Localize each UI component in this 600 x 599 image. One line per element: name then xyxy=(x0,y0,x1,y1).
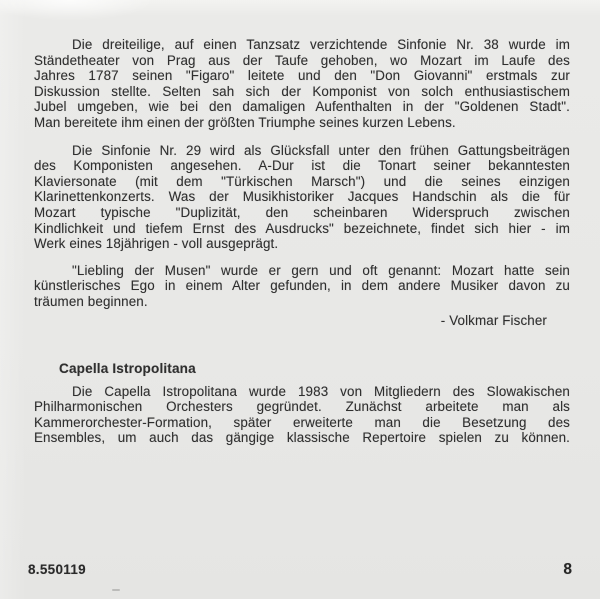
page-footer xyxy=(28,561,572,579)
page-number: 8 xyxy=(563,561,572,578)
liner-notes xyxy=(34,37,570,446)
text-line: Die Capella Istropolitana wurde 1983 von Mitgliedern des Slowakischen xyxy=(72,383,570,399)
text-line: Die Sinfonie Nr. 29 wird als Glücksfall unter den frühen Gattungsbeiträgen xyxy=(72,142,570,158)
text-line: Kindlichkeit und tiefem Ernst des Ausdrucks" bezeichnete, findet sich hier - im xyxy=(34,220,570,236)
author-attribution: - Volkmar Fischer xyxy=(440,312,547,328)
paragraph-liebling-der-musen xyxy=(34,263,570,310)
catalog-number: 8.550119 xyxy=(28,562,86,577)
text-line: Man bereitete ihm einen der größten Triumphe seines kurzen Lebens. xyxy=(34,114,456,130)
text-line: künstlerisches Ego in einem Alter gefunden, in dem andere Musiker davon zu xyxy=(34,278,570,294)
scan-speck-artifact xyxy=(112,589,120,591)
text-line: Diskussion stellte. Selten sah sich der Komponist von solch enthusiastischem xyxy=(34,83,570,99)
text-line: Ensembles, um auch das gängige klassische Repertoire spielen zu können. xyxy=(34,430,570,446)
paragraph-symphony-38 xyxy=(34,37,570,131)
text-line: Kammerorchester-Formation, später erweiterte man die Besetzung des xyxy=(34,414,570,430)
text-line: "Liebling der Musen" wurde er gern und oft genannt: Mozart hatte sein xyxy=(72,262,570,278)
text-line: Mozart typische "Duplizität, den scheinbaren Widerspruch zwischen xyxy=(34,204,570,220)
text-line: Werk eines 18jährigen - voll ausgeprägt. xyxy=(34,236,279,252)
text-line: Klarinettenkonzerts. Was der Musikhistoriker Jacques Handschin als die für xyxy=(34,189,570,205)
paragraph-symphony-29 xyxy=(34,143,570,252)
text-line: träumen beginnen. xyxy=(34,293,148,309)
text-line: Die dreiteilige, auf einen Tanzsatz verzichtende Sinfonie Nr. 38 wurde im xyxy=(72,37,570,52)
text-line: des Komponisten angesehen. A-Dur ist die Tonart seiner bekanntesten xyxy=(34,158,570,174)
section-heading-capella-istropolitana: Capella Istropolitana xyxy=(59,361,196,377)
text-line: Klaviersonate (mit dem "Türkischen Marsch") und die seines einzigen xyxy=(34,173,570,189)
text-line: Jahres 1787 seinen "Figaro" leitete und den "Don Giovanni" erstmals zur xyxy=(34,68,570,84)
text-line: Jubel umgeben, wie bei den damaligen Aufenthalten in der "Goldenen Stadt". xyxy=(34,99,570,115)
text-line: Ständetheater von Prag aus der Taufe gehoben, wo Mozart im Laufe des xyxy=(34,52,570,68)
text-line: Philharmonischen Orchesters gegründet. Zunächst arbeitete man als xyxy=(34,399,570,415)
paragraph-capella-istropolitana xyxy=(34,384,570,446)
